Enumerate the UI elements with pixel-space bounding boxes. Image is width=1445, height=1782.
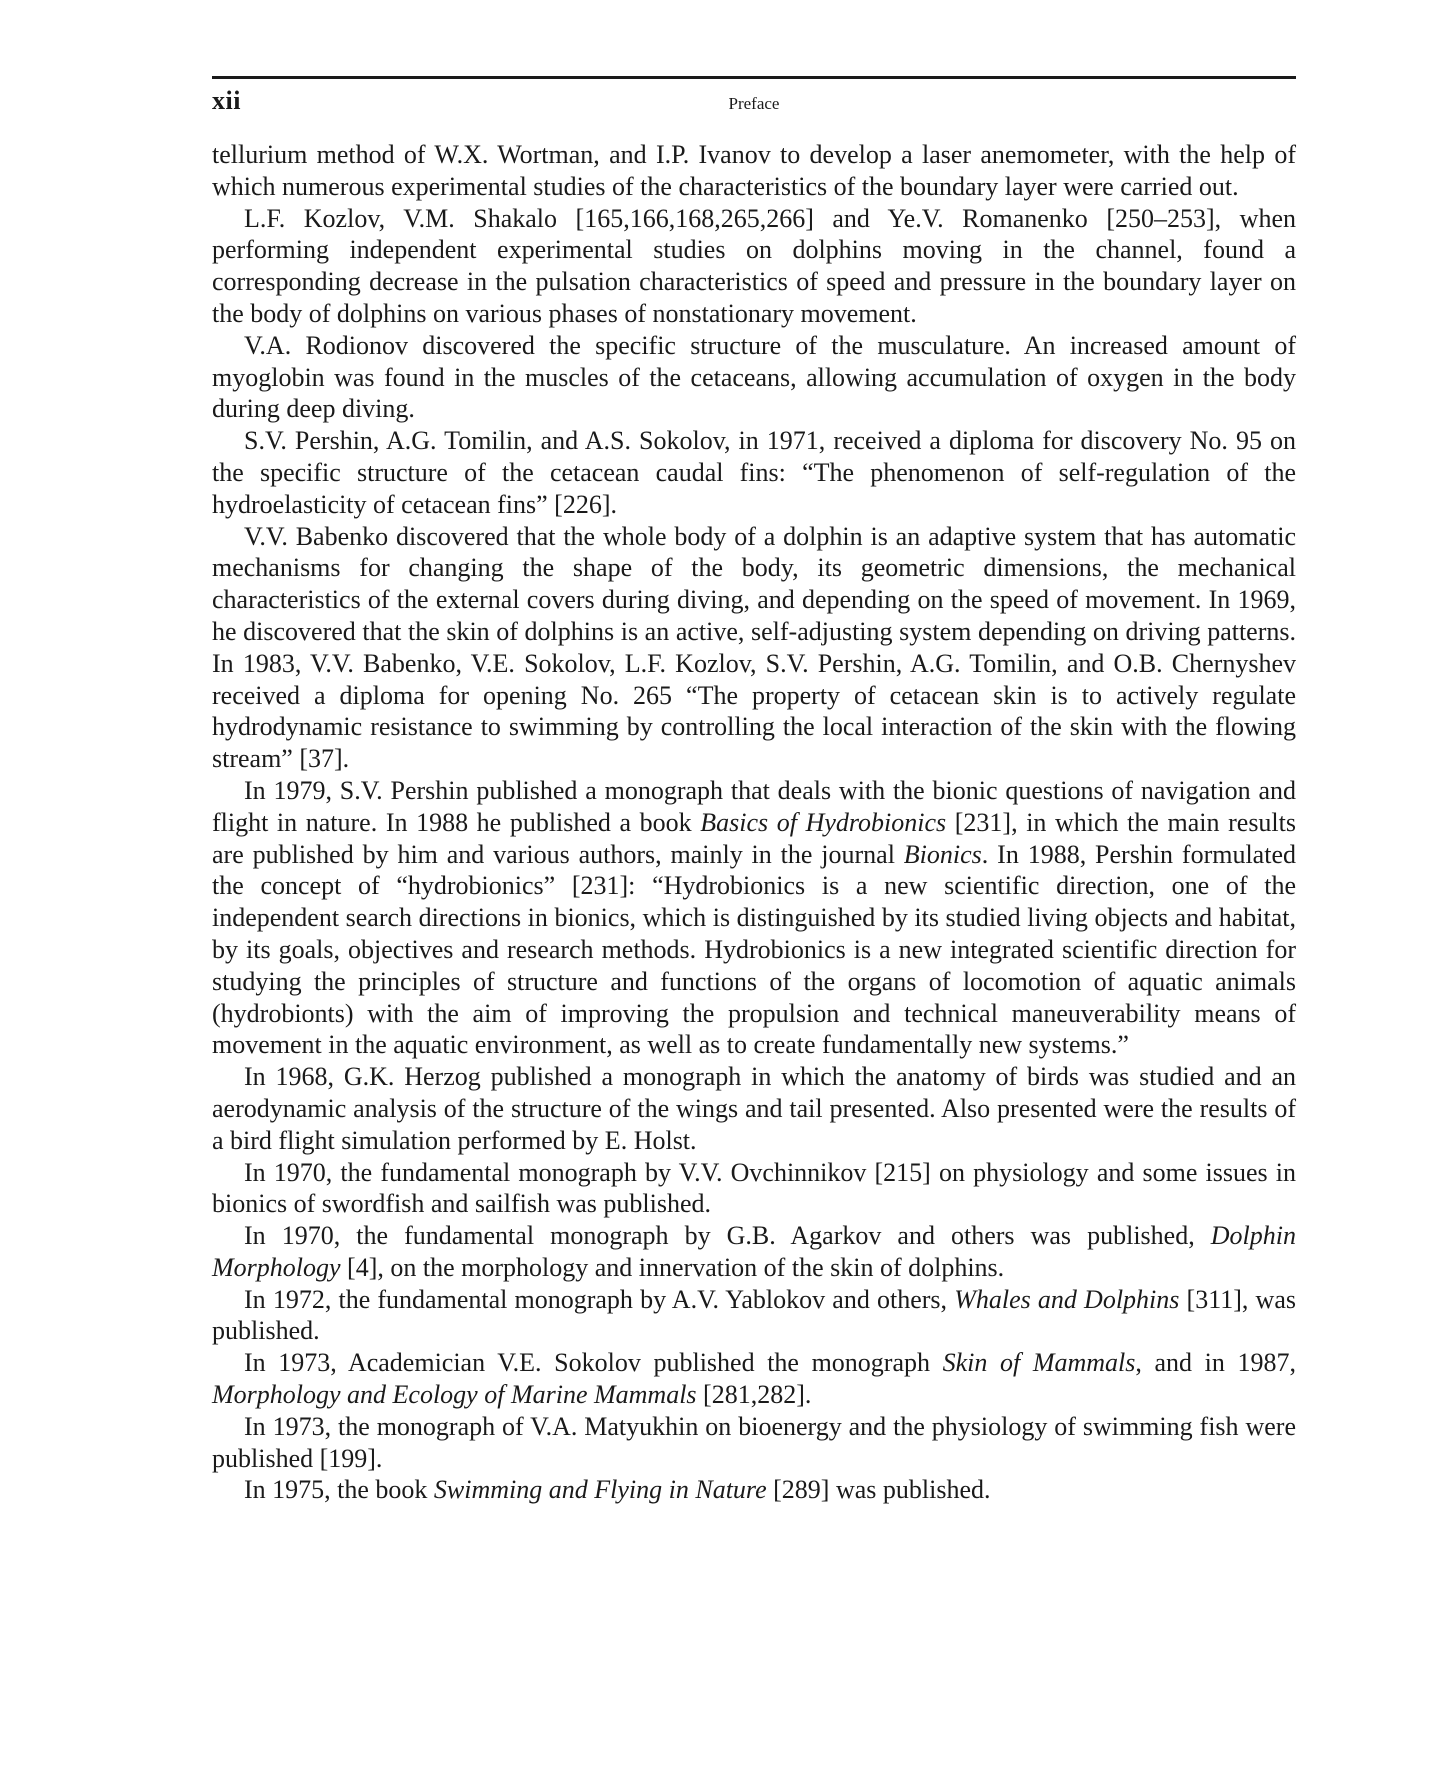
text-run: [311], was published. [212,1284,1296,1346]
page-number: xii [212,86,241,115]
paragraph: In 1973, the monograph of V.A. Matyukhin on bioenergy and the physiology of swimming fish were published [199]. [212,1411,1296,1473]
book-title: Morphology and Ecology of Marine Mammals [212,1380,697,1410]
body-text [212,139,1296,1506]
paragraph [212,1474,1296,1506]
book-title: Basics of Hydrobionics [700,807,947,837]
paragraph [212,1284,1296,1348]
journal-title: Bionics [903,839,982,869]
text-run: . In 1988, Pershin formulated the concept of “hydrobionics” [231]: “Hydrobionics is a new scientific direction, one of the independent search directions in bionics, which is distinguished by its studied living objects and habitat, by its goals, objectives and research methods. Hydrobionics is a new integrated scientific direction for studying the principles of structure and functions of the organs of locomotion of aquatic animals (hydrobionts) with the aim of improving the propulsion and technical maneuverability means of movement in the aquatic environment, as well as to create fundamentally new systems.” [212,839,1296,1060]
paragraph: tellurium method of W.X. Wortman, and I.P. Ivanov to develop a laser anemometer, with the help of which numerous experimental studies of the characteristics of the boundary layer were carried out. [212,140,1296,201]
text-run: [4], on the morphology and innervation of the skin of dolphins. [340,1252,1005,1282]
page-header [212,76,1296,119]
running-head: Preface [728,94,780,113]
text-run: [281,282]. [696,1380,812,1410]
paragraph [212,775,1296,1061]
book-title: Whales and Dolphins [954,1284,1180,1314]
paragraph: V.V. Babenko discovered that the whole body of a dolphin is an adaptive system that has automatic mechanisms for changing the shape of the body, its geometric dimensions, the mechanical characteristics of the external covers during diving, and depending on the speed of movement. In 1969, he discovered that the skin of dolphins is an active, self-adjusting system depending on driving patterns. In 1983, V.V. Babenko, V.E. Sokolov, L.F. Kozlov, S.V. Pershin, A.G. Tomilin, and O.B. Chernyshev received a diploma for opening No. 265 “The property of cetacean skin is to actively regulate hydrodynamic resistance to swimming by controlling the local interaction of the skin with the flowing stream” [37]. [212,521,1296,774]
text-run: In 1973, Academician V.E. Sokolov published the monograph [244,1348,943,1378]
text-run: In 1970, the fundamental monograph by G.B. Agarkov and others was published, [244,1221,1211,1251]
text-run: In 1979, S.V. Pershin published a monograph that deals with the bionic questions of navigation and flight in nature. In 1988 he published a book [212,775,1296,837]
book-title: Skin of Mammals [942,1348,1136,1378]
paragraph: V.A. Rodionov discovered the specific structure of the musculature. An increased amount of myoglobin was found in the muscles of the cetaceans, allowing accumulation of oxygen in the body during deep diving. [212,330,1296,424]
book-title: Dolphin Morphology [212,1221,1296,1282]
book-title: Swimming and Flying in Nature [433,1475,767,1505]
paragraph: In 1968, G.K. Herzog published a monograph in which the anatomy of birds was studied and an aerodynamic analysis of the structure of the wings and tail presented. Also presented were the results of a bird flight simulation performed by E. Holst. [212,1062,1296,1155]
paragraph [212,1220,1296,1284]
paragraph [212,1347,1296,1411]
paragraph: In 1970, the fundamental monograph by V.V. Ovchinnikov [215] on physiology and some issues in bionics of swordfish and sailfish was published. [212,1157,1296,1219]
paragraph: L.F. Kozlov, V.M. Shakalo [165,166,168,265,266] and Ye.V. Romanenko [250–253], when performing independent experimental studies on dolphins moving in the channel, found a corresponding decrease in the pulsation characteristics of speed and pressure in the boundary layer on the body of dolphins on various phases of nonstationary movement. [212,203,1296,328]
text-run: In 1975, the book [244,1475,434,1505]
text-run: In 1972, the fundamental monograph by A.V. Yablokov and others, [244,1284,955,1314]
paragraph: S.V. Pershin, A.G. Tomilin, and A.S. Sokolov, in 1971, received a diploma for discovery No. 95 on the specific structure of the cetacean caudal fins: “The phenomenon of self-regulation of the hydroelasticity of cetacean fins” [226]. [212,426,1296,519]
text-run: [289] was published. [766,1475,991,1505]
text-run: , and in 1987, [1135,1348,1297,1378]
text-run: [231], in which the main results are published by him and various authors, mainly in the journal [212,807,1296,869]
